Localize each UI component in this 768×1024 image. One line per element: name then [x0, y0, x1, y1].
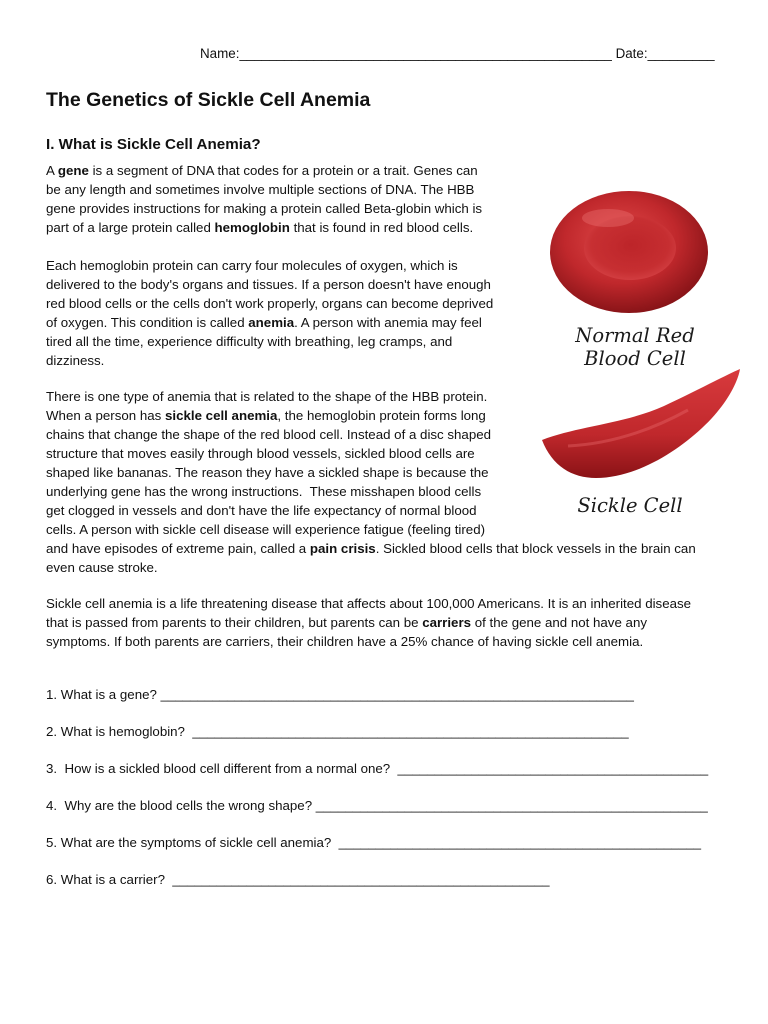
text-line: shaped like bananas. The reason they have a sickled shape is because the [46, 465, 489, 480]
text-line: and have episodes of extreme pain, called a pain crisis. Sickled blood cells that block vessels in the brain can [46, 541, 696, 556]
text-line: Each hemoglobin protein can carry four molecules of oxygen, which is [46, 258, 458, 273]
sickle-cell-icon [538, 366, 744, 486]
text-line: of oxygen. This condition is called anemia. A person with anemia may feel [46, 315, 482, 330]
term-sickle-cell-anemia: sickle cell anemia [165, 408, 278, 423]
name-label: Name: [200, 46, 240, 61]
text-line: A gene is a segment of DNA that codes for a protein or a trait. Genes can [46, 163, 478, 178]
text-line: underlying gene has the wrong instructions. These misshapen blood cells [46, 484, 482, 499]
paragraph-inheritance [46, 594, 691, 651]
text-line: Sickle cell anemia is a life threatening disease that affects about 100,000 Americans. It is an inherited disease [46, 596, 692, 611]
paragraph-gene [46, 161, 482, 237]
name-date-line [200, 46, 715, 61]
term-pain-crisis: pain crisis [309, 541, 376, 556]
text-line: symptoms. If both parents are carriers, their children have a 25% chance of having sickle cell anemia. [46, 634, 644, 649]
sickle-cell-caption: Sickle Cell [577, 494, 683, 517]
question-gene[interactable]: 1. What is a gene? ________________________________________________________________ [46, 687, 634, 702]
date-blank[interactable]: _________ [647, 46, 715, 61]
text-line: cells. A person with sickle cell disease will experience fatigue (feeling tired) [46, 522, 486, 537]
text-line: structure that moves easily through blood vessels, sickled blood cells are [46, 446, 475, 461]
question-cell-difference[interactable]: 3. How is a sickled blood cell different from a normal one? __________________________________________ [46, 761, 709, 776]
text-line: gene provides instructions for making a protein called Beta-globin which is [46, 201, 483, 216]
text-line: dizziness. [46, 353, 105, 368]
text-line: There is one type of anemia that is related to the shape of the HBB protein. [46, 389, 488, 404]
text-line: tired all the time, experience difficulty with breathing, leg cramps, and [46, 334, 453, 349]
term-anemia: anemia [248, 315, 295, 330]
question-carrier[interactable]: 6. What is a carrier? ___________________________________________________ [46, 872, 550, 887]
term-carriers: carriers [422, 615, 472, 630]
date-label: Date: [615, 46, 648, 61]
term-gene: gene [57, 163, 89, 178]
question-hemoglobin[interactable]: 2. What is hemoglobin? ___________________________________________________________ [46, 724, 629, 739]
text-line: red blood cells or the cells don't work properly, organs can become deprived [46, 296, 494, 311]
normal-cell-caption: Normal Red Blood Cell [575, 324, 695, 370]
normal-red-blood-cell-icon [548, 188, 710, 316]
paragraph-anemia [46, 256, 493, 370]
question-wrong-shape[interactable]: 4. Why are the blood cells the wrong shape? _____________________________________________________ [46, 798, 708, 813]
text-line: be any length and sometimes involve multiple sections of DNA. The HBB [46, 182, 475, 197]
question-symptoms[interactable]: 5. What are the symptoms of sickle cell anemia? _________________________________________________ [46, 835, 702, 850]
text-line: When a person has sickle cell anemia, the hemoglobin protein forms long [46, 408, 486, 423]
name-blank[interactable]: __________________________________________________ [239, 46, 612, 61]
text-line: get clogged in vessels and don't have the life expectancy of normal blood [46, 503, 477, 518]
worksheet-title: The Genetics of Sickle Cell Anemia [46, 89, 371, 111]
text-line: delivered to the body's organs and tissues. If a person doesn't have enough [46, 277, 491, 292]
term-hemoglobin: hemoglobin [214, 220, 290, 235]
text-line: that is passed from parents to their children, but parents can be carriers of the gene and not have any [46, 615, 647, 630]
text-line: even cause stroke. [46, 560, 158, 575]
section-heading: I. What is Sickle Cell Anemia? [46, 136, 261, 153]
text-line: part of a large protein called hemoglobin that is found in red blood cells. [46, 220, 474, 235]
text-line: chains that change the shape of the red blood cell. Instead of a disc shaped [46, 427, 492, 442]
